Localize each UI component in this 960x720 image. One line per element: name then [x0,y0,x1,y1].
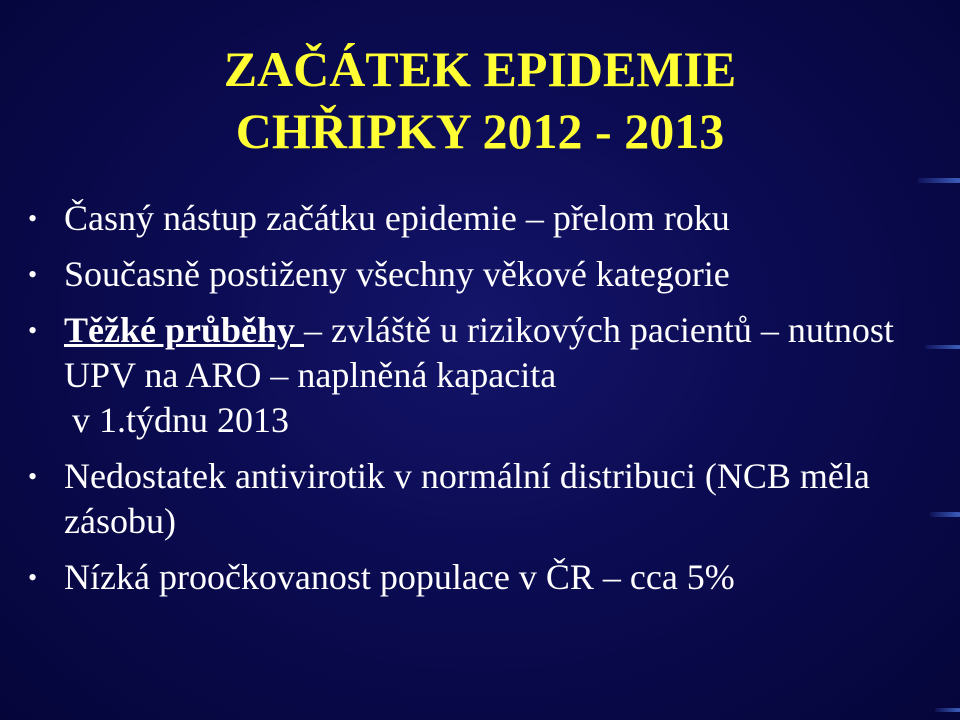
decorative-streak [925,345,960,349]
bullet-dot-icon: • [28,316,38,345]
slide-title [60,38,900,162]
bullet-text: Současně postiženy všechny věkové kategorie [64,254,730,294]
bullet-emphasis: Těžké průběhy [64,310,305,350]
bullet-dot-icon: • [28,260,38,289]
bullet-item [28,252,938,297]
bullet-item [28,196,938,241]
bullet-item [28,454,938,544]
bullet-item [28,308,938,443]
title-line-1: ZAČÁTEK EPIDEMIE [223,41,737,97]
decorative-streak [935,708,960,712]
bullet-list [28,196,938,611]
bullet-dot-icon: • [28,563,38,592]
bullet-text: Nízká proočkovanost populace v ČR – cca 5% [64,557,735,597]
decorative-streak [930,512,960,517]
bullet-dot-icon: • [28,204,38,233]
bullet-continuation: v 1.týdnu 2013 [72,400,290,440]
bullet-text: Nedostatek antivirotik v normální distribuci (NCB měla zásobu) [64,456,870,541]
bullet-item [28,555,938,600]
title-line-2: CHŘIPKY 2012 - 2013 [235,103,725,159]
bullet-dot-icon: • [28,462,38,491]
decorative-streak [918,178,960,183]
bullet-text: – zvláště u rizikových pacientů – nutnost UPV na ARO – naplněná kapacita [64,310,894,395]
bullet-text: Časný nástup začátku epidemie – přelom roku [64,198,730,238]
